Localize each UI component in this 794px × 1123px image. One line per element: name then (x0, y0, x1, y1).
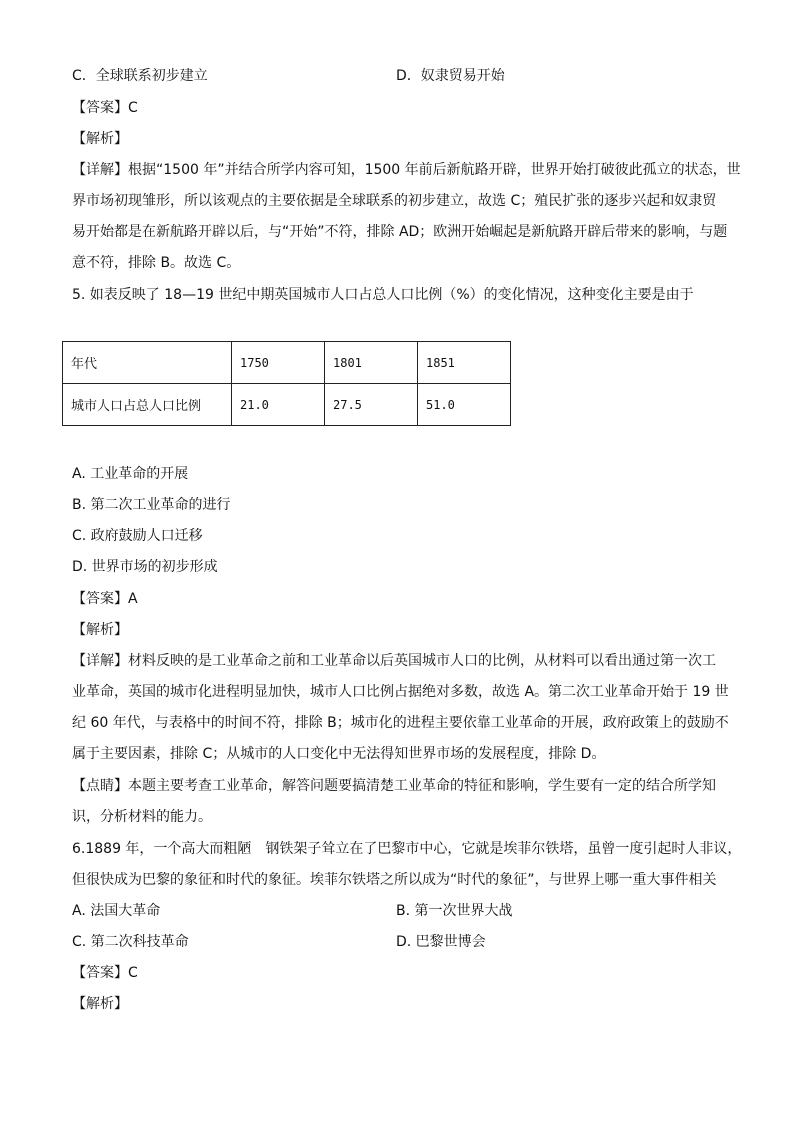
q6-option-a: A. 法国大革命 (72, 903, 161, 919)
answer-value: A (128, 591, 138, 607)
q6-option-c: C. 第二次科技革命 (72, 934, 189, 950)
q5-comment-line-1: 【点睛】本题主要考查工业革命，解答问题要搞清楚工业革命的特征和影响，学生要有一定的结合所学知 (72, 778, 716, 794)
q4-answer (72, 98, 138, 118)
table-cell: 51.0 (418, 384, 511, 426)
q4-detail-line-3: 易开始都是在新航路开辟以后，与“开始”不符，排除 AD；欧洲开始崛起是新航路开辟后带来的影响，与题 (72, 224, 728, 240)
q4-option-c: C．全球联系初步建立 (72, 68, 208, 84)
q5-answer (72, 589, 138, 609)
q5-data-table (62, 341, 511, 426)
q5-option-d: D. 世界市场的初步形成 (72, 559, 218, 575)
table-cell: 27.5 (325, 384, 418, 426)
q5-comment-line-2: 识，分析材料的能力。 (72, 809, 212, 825)
answer-value: C (128, 965, 138, 981)
q5-detail-line-1: 【详解】材料反映的是工业革命之前和工业革命以后英国城市人口的比例，从材料可以看出通过第一次工 (72, 653, 716, 669)
answer-label: 【答案】 (72, 965, 128, 981)
q4-detail-line-1: 【详解】根据“1500 年”并结合所学内容可知，1500 年前后新航路开辟，世界开始打破彼此孤立的状态，世 (72, 162, 741, 178)
q5-analysis-label: 【解析】 (72, 622, 128, 638)
table-row (63, 384, 511, 426)
q6-stem-line-2: 但很快成为巴黎的象征和时代的象征。埃菲尔铁塔之所以成为“时代的象征”，与世界上哪一重大事件相关 (72, 872, 717, 888)
q6-option-d: D. 巴黎世博会 (396, 934, 486, 950)
q5-detail-line-3: 纪 60 年代，与表格中的时间不符，排除 B；城市化的进程主要依靠工业革命的开展，政府政策上的鼓励不 (72, 715, 729, 731)
q5-detail-line-4: 属于主要因素，排除 C；从城市的人口变化中无法得知世界市场的发展程度，排除 D。 (72, 746, 606, 762)
table-cell: 21.0 (232, 384, 325, 426)
q4-detail-line-4: 意不符，排除 B。故选 C。 (72, 255, 241, 271)
table-cell: 1801 (325, 342, 418, 384)
q4-analysis-label: 【解析】 (72, 131, 128, 147)
q6-stem-line-1: 6.1889 年，一个高大而粗陋 钢铁架子耸立在了巴黎市中心，它就是埃菲尔铁塔，虽曾一度引起时人非议， (72, 841, 742, 857)
answer-label: 【答案】 (72, 100, 128, 116)
table-cell: 年代 (63, 342, 232, 384)
q5-option-a: A. 工业革命的开展 (72, 466, 189, 482)
q5-option-b: B. 第二次工业革命的进行 (72, 497, 231, 513)
answer-value: C (128, 100, 138, 116)
table-cell: 1750 (232, 342, 325, 384)
q5-option-c: C. 政府鼓励人口迁移 (72, 528, 203, 544)
q6-analysis-label: 【解析】 (72, 996, 128, 1012)
table-cell: 1851 (418, 342, 511, 384)
answer-label: 【答案】 (72, 591, 128, 607)
table-header-row (63, 342, 511, 384)
q4-option-d: D．奴隶贸易开始 (396, 68, 505, 84)
q6-option-b: B. 第一次世界大战 (396, 903, 513, 919)
table-cell: 城市人口占总人口比例 (63, 384, 232, 426)
q4-detail-line-2: 界市场初现雏形，所以该观点的主要依据是全球联系的初步建立，故选 C；殖民扩张的逐步兴起和奴隶贸 (72, 193, 717, 209)
q5-detail-line-2: 业革命，英国的城市化进程明显加快，城市人口比例占据绝对多数，故选 A。第二次工业革命开始于 19 世 (72, 684, 729, 700)
q5-stem: 5. 如表反映了 18—19 世纪中期英国城市人口占总人口比例（%）的变化情况，这种变化主要是由于 (72, 287, 694, 303)
q6-answer (72, 963, 138, 983)
